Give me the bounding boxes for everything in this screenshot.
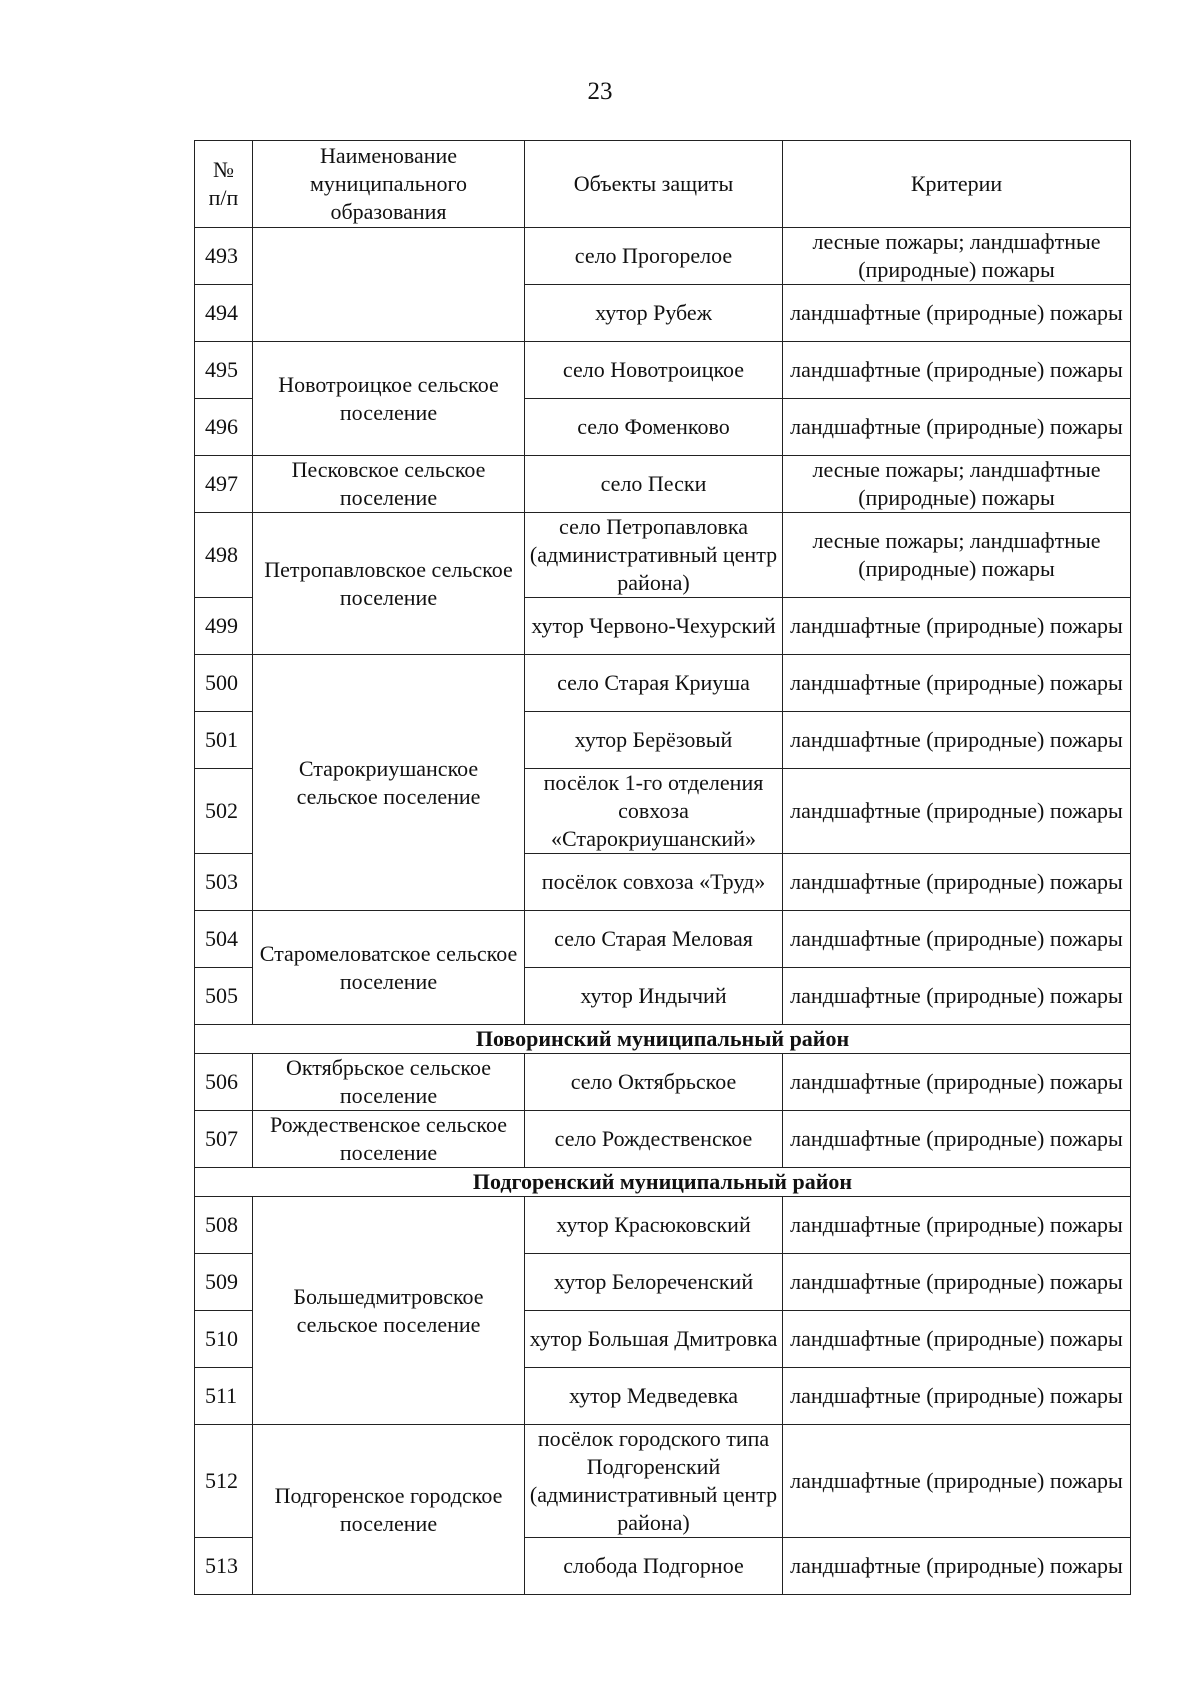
row-number: 510 xyxy=(195,1311,253,1368)
object-cell: хутор Рубеж xyxy=(525,285,783,342)
object-cell: село Прогорелое xyxy=(525,228,783,285)
object-cell: хутор Берёзовый xyxy=(525,712,783,769)
criteria-cell: лесные пожары; ландшафтные (природные) пожары xyxy=(783,513,1131,598)
municipality-cell: Новотроицкое сельское поселение xyxy=(253,342,525,456)
row-number: 497 xyxy=(195,456,253,513)
row-number: 509 xyxy=(195,1254,253,1311)
table-row xyxy=(195,513,1131,598)
object-cell: хутор Красюковский xyxy=(525,1197,783,1254)
row-number: 501 xyxy=(195,712,253,769)
criteria-cell: ландшафтные (природные) пожары xyxy=(783,854,1131,911)
table-row xyxy=(195,1425,1131,1538)
criteria-cell: ландшафтные (природные) пожары xyxy=(783,342,1131,399)
criteria-cell: ландшафтные (природные) пожары xyxy=(783,911,1131,968)
header-object xyxy=(525,141,783,228)
row-number: 498 xyxy=(195,513,253,598)
municipality-cell: Старомеловатское сельское поселение xyxy=(253,911,525,1025)
protection-objects-table xyxy=(194,140,1131,1595)
page-number: 23 xyxy=(587,78,613,105)
criteria-cell: ландшафтные (природные) пожары xyxy=(783,285,1131,342)
row-number: 506 xyxy=(195,1054,253,1111)
row-number: 500 xyxy=(195,655,253,712)
municipality-cell: Октябрьское сельское поселение xyxy=(253,1054,525,1111)
table-row xyxy=(195,1111,1131,1168)
object-cell: село Старая Криуша xyxy=(525,655,783,712)
municipality-cell: Подгоренское городское поселение xyxy=(253,1425,525,1595)
row-number: 503 xyxy=(195,854,253,911)
object-cell: село Пески xyxy=(525,456,783,513)
criteria-cell: ландшафтные (природные) пожары xyxy=(783,598,1131,655)
object-cell: посёлок 1-го отделения совхоза «Старокриушанский» xyxy=(525,769,783,854)
table-body xyxy=(195,228,1131,1595)
object-cell: хутор Большая Дмитровка xyxy=(525,1311,783,1368)
row-number: 499 xyxy=(195,598,253,655)
municipality-cell: Петропавловское сельское поселение xyxy=(253,513,525,655)
section-title: Поворинский муниципальный район xyxy=(195,1025,1131,1054)
table-row xyxy=(195,1054,1131,1111)
object-cell: посёлок совхоза «Труд» xyxy=(525,854,783,911)
object-cell: село Старая Меловая xyxy=(525,911,783,968)
header-municipality-label: Наименование муниципального образования xyxy=(309,143,467,224)
criteria-cell: ландшафтные (природные) пожары xyxy=(783,769,1131,854)
section-row xyxy=(195,1168,1131,1197)
criteria-cell: ландшафтные (природные) пожары xyxy=(783,1111,1131,1168)
row-number: 504 xyxy=(195,911,253,968)
municipality-cell: Песковское сельское поселение xyxy=(253,456,525,513)
row-number: 513 xyxy=(195,1538,253,1595)
row-number: 496 xyxy=(195,399,253,456)
object-cell: село Петропавловка (административный центр района) xyxy=(525,513,783,598)
object-cell: хутор Индычий xyxy=(525,968,783,1025)
municipality-cell: Старокриушанское сельское поселение xyxy=(253,655,525,911)
table-row xyxy=(195,911,1131,968)
table-header-row xyxy=(195,141,1131,228)
object-cell: село Новотроицкое xyxy=(525,342,783,399)
table-row xyxy=(195,655,1131,712)
table-row xyxy=(195,228,1131,285)
header-criteria-label: Критерии xyxy=(910,171,1003,196)
criteria-cell: лесные пожары; ландшафтные (природные) пожары xyxy=(783,228,1131,285)
criteria-cell: ландшафтные (природные) пожары xyxy=(783,1197,1131,1254)
criteria-cell: ландшафтные (природные) пожары xyxy=(783,1054,1131,1111)
table-row xyxy=(195,1197,1131,1254)
header-number xyxy=(195,141,253,228)
row-number: 508 xyxy=(195,1197,253,1254)
header-number-label: № п/п xyxy=(208,157,239,210)
municipality-cell: Рождественское сельское поселение xyxy=(253,1111,525,1168)
object-cell: село Фоменково xyxy=(525,399,783,456)
object-cell: посёлок городского типа Подгоренский (административный центр района) xyxy=(525,1425,783,1538)
header-object-label: Объекты защиты xyxy=(573,171,734,196)
row-number: 512 xyxy=(195,1425,253,1538)
header-municipality xyxy=(253,141,525,228)
table-row xyxy=(195,456,1131,513)
section-row xyxy=(195,1025,1131,1054)
object-cell: хутор Червоно-Чехурский xyxy=(525,598,783,655)
municipality-cell xyxy=(253,228,525,342)
row-number: 493 xyxy=(195,228,253,285)
header-criteria xyxy=(783,141,1131,228)
criteria-cell: ландшафтные (природные) пожары xyxy=(783,712,1131,769)
row-number: 505 xyxy=(195,968,253,1025)
row-number: 494 xyxy=(195,285,253,342)
criteria-cell: ландшафтные (природные) пожары xyxy=(783,1538,1131,1595)
object-cell: хутор Белореченский xyxy=(525,1254,783,1311)
criteria-cell: ландшафтные (природные) пожары xyxy=(783,1425,1131,1538)
row-number: 495 xyxy=(195,342,253,399)
criteria-cell: ландшафтные (природные) пожары xyxy=(783,1368,1131,1425)
row-number: 511 xyxy=(195,1368,253,1425)
object-cell: село Рождественское xyxy=(525,1111,783,1168)
criteria-cell: ландшафтные (природные) пожары xyxy=(783,1254,1131,1311)
criteria-cell: лесные пожары; ландшафтные (природные) пожары xyxy=(783,456,1131,513)
object-cell: село Октябрьское xyxy=(525,1054,783,1111)
object-cell: слобода Подгорное xyxy=(525,1538,783,1595)
criteria-cell: ландшафтные (природные) пожары xyxy=(783,399,1131,456)
object-cell: хутор Медведевка xyxy=(525,1368,783,1425)
criteria-cell: ландшафтные (природные) пожары xyxy=(783,1311,1131,1368)
municipality-cell: Большедмитровское сельское поселение xyxy=(253,1197,525,1425)
section-title: Подгоренский муниципальный район xyxy=(195,1168,1131,1197)
table-row xyxy=(195,342,1131,399)
criteria-cell: ландшафтные (природные) пожары xyxy=(783,968,1131,1025)
row-number: 507 xyxy=(195,1111,253,1168)
row-number: 502 xyxy=(195,769,253,854)
criteria-cell: ландшафтные (природные) пожары xyxy=(783,655,1131,712)
